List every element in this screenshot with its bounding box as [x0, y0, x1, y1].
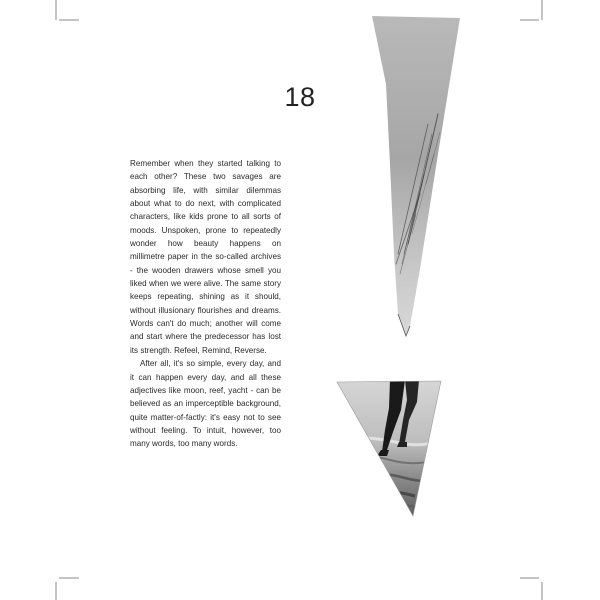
- body-text: [130, 157, 281, 451]
- crop-mark-bottom-left: [55, 576, 79, 600]
- crop-mark-bottom-right: [520, 576, 546, 600]
- paragraph-2: After all, it's so simple, every day, and it can happen every day, and all these adjectives like moon, reef, yacht - can be believed as an imperceptible background, quite matter-of-factly: it's easy not to see without feeling. To intuit, however, too many words, too many words.: [130, 359, 281, 449]
- crop-mark-top-left: [55, 0, 79, 22]
- page-number: 18: [284, 82, 316, 112]
- paragraph-1: Remember when they started talking to each other? These two savages are absorbing life, with similar dilemmas about what to do next, with complicated characters, like kids prone to all sorts of moods. Unspoken, prone to repeatedly wonder how beauty happens on millimetre paper in the so-called archives - the wooden drawers whose smell you liked when we were alive. The same story keeps repeating, shining as it should, without illusionary flourishes and dreams. Words can't do much; another will come and start where the predecessor has lost its strength. Refeel, Remind, Reverse.: [130, 159, 281, 355]
- photo-fragment-bottom: [335, 380, 445, 520]
- crop-mark-top-right: [520, 0, 546, 22]
- photo-fragment-top: [368, 14, 464, 344]
